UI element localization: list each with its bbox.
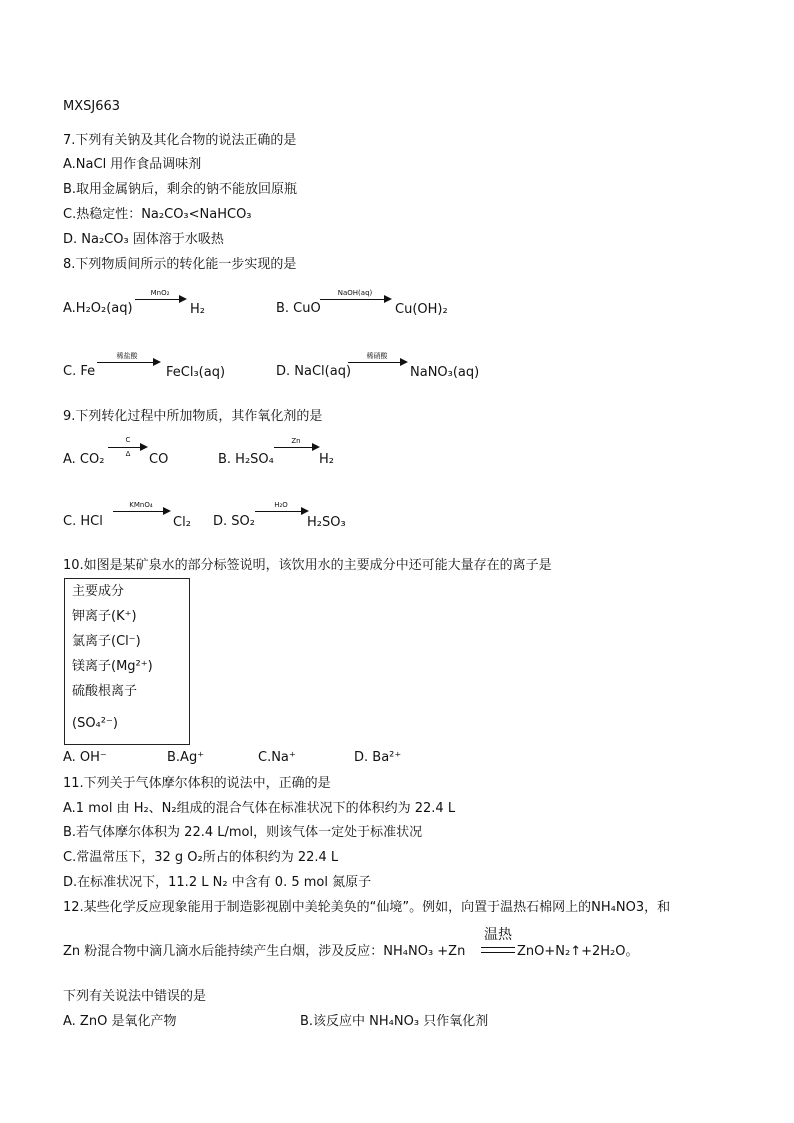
document-code: MXSJ663 (63, 99, 121, 114)
q10-option-a: A. OH⁻ (63, 750, 107, 765)
q8-d-arrow (348, 353, 408, 363)
q10-option-d: D. Ba²⁺ (354, 750, 402, 765)
label-box-line: 钾离子(K⁺) (72, 609, 137, 624)
q8-a-arrow (135, 290, 187, 300)
q12-equation-products: ZnO+N₂↑+2H₂O。 (517, 944, 639, 959)
q11-option-d: D.在标准状况下，11.2 L N₂ 中含有 0. 5 mol 氮原子 (63, 875, 372, 890)
q7-option-d: D. Na₂CO₃ 固体溶于水吸热 (63, 232, 224, 247)
q8-b-condition: NaOH(aq) (337, 289, 373, 297)
q7-option-a: A.NaCl 用作食品调味剂 (63, 157, 202, 172)
q8-b-product: Cu(OH)₂ (395, 302, 448, 317)
label-box-line: (SO₄²⁻) (72, 716, 118, 731)
q9-c-arrow (113, 502, 171, 512)
q12-sub-stem: 下列有关说法中错误的是 (63, 989, 207, 1004)
q9-c-product: Cl₂ (173, 515, 191, 530)
q8-a-product: H₂ (190, 302, 205, 317)
q8-d-condition: 稀硝酸 (366, 352, 388, 360)
q7-stem: 7.下列有关钠及其化合物的说法正确的是 (63, 133, 297, 148)
q9-c-reactant: C. HCl (63, 514, 103, 529)
q12-option-a: A. ZnO 是氧化产物 (63, 1014, 177, 1029)
q10-option-b: B.Ag⁺ (167, 750, 205, 765)
q9-a-condition-bottom: Δ (125, 450, 131, 458)
q11-option-b: B.若气体摩尔体积为 22.4 L/mol，则该气体一定处于标准状况 (63, 825, 423, 840)
q11-stem: 11.下列关于气体摩尔体积的说法中，正确的是 (63, 776, 331, 791)
q12-equation-lead: Zn 粉混合物中滴几滴水后能持续产生白烟，涉及反应：NH₄NO₃ +Zn (63, 944, 466, 959)
q11-option-a: A.1 mol 由 H₂、N₂组成的混合气体在标准状况下的体积约为 22.4 L (63, 801, 456, 816)
q8-c-arrow (97, 353, 161, 363)
q8-b-reactant: B. CuO (276, 301, 321, 316)
q9-b-product: H₂ (319, 452, 334, 467)
label-box-line: 氯离子(Cl⁻) (72, 634, 141, 649)
q9-a-condition-top: C (125, 436, 131, 444)
q8-c-product: FeCl₃(aq) (166, 365, 226, 380)
q12-equals-sign (481, 947, 515, 953)
label-box-line: 主要成分 (72, 584, 125, 599)
q9-b-arrow (274, 438, 320, 448)
q8-b-arrow (320, 290, 392, 300)
q9-b-reactant: B. H₂SO₄ (218, 452, 274, 467)
q8-d-reactant: D. NaCl(aq) (276, 364, 352, 379)
q8-stem: 8.下列物质间所示的转化能一步实现的是 (63, 257, 297, 272)
q8-a-reactant: A.H₂O₂(aq) (63, 301, 133, 316)
q9-a-reactant: A. CO₂ (63, 452, 105, 467)
q7-option-c: C.热稳定性：Na₂CO₃<NaHCO₃ (63, 207, 252, 222)
q9-d-product: H₂SO₃ (307, 515, 346, 530)
q8-d-product: NaNO₃(aq) (410, 365, 480, 380)
q10-stem: 10.如图是某矿泉水的部分标签说明，该饮用水的主要成分中还可能大量存在的离子是 (63, 558, 552, 573)
q8-c-reactant: C. Fe (63, 364, 96, 379)
q12-condition: 温热 (484, 927, 512, 943)
q8-a-condition: MnO₂ (150, 289, 170, 297)
q9-d-reactant: D. SO₂ (213, 514, 255, 529)
label-box-line: 镁离子(Mg²⁺) (72, 659, 153, 674)
q9-a-product: CO (149, 452, 169, 467)
q10-option-c: C.Na⁺ (258, 750, 296, 765)
q8-c-condition: 稀盐酸 (116, 352, 138, 360)
q9-b-condition: Zn (291, 437, 301, 445)
q11-option-c: C.常温常压下，32 g O₂所占的体积约为 22.4 L (63, 850, 339, 865)
q9-a-arrow (108, 438, 148, 448)
q12-stem: 12.某些化学反应现象能用于制造影视剧中美轮美奂的“仙境”。例如，向置于温热石棉网上的NH₄NO3，和 (63, 900, 671, 915)
q9-d-arrow (255, 502, 309, 512)
q12-option-b: B.该反应中 NH₄NO₃ 只作氧化剂 (300, 1014, 489, 1029)
q7-option-b: B.取用金属钠后，剩余的钠不能放回原瓶 (63, 182, 298, 197)
label-box-line: 硫酸根离子 (72, 684, 138, 699)
q9-d-condition: H₂O (274, 501, 288, 509)
q9-c-condition: KMnO₄ (129, 501, 153, 509)
q9-stem: 9.下列转化过程中所加物质，其作氧化剂的是 (63, 409, 323, 424)
